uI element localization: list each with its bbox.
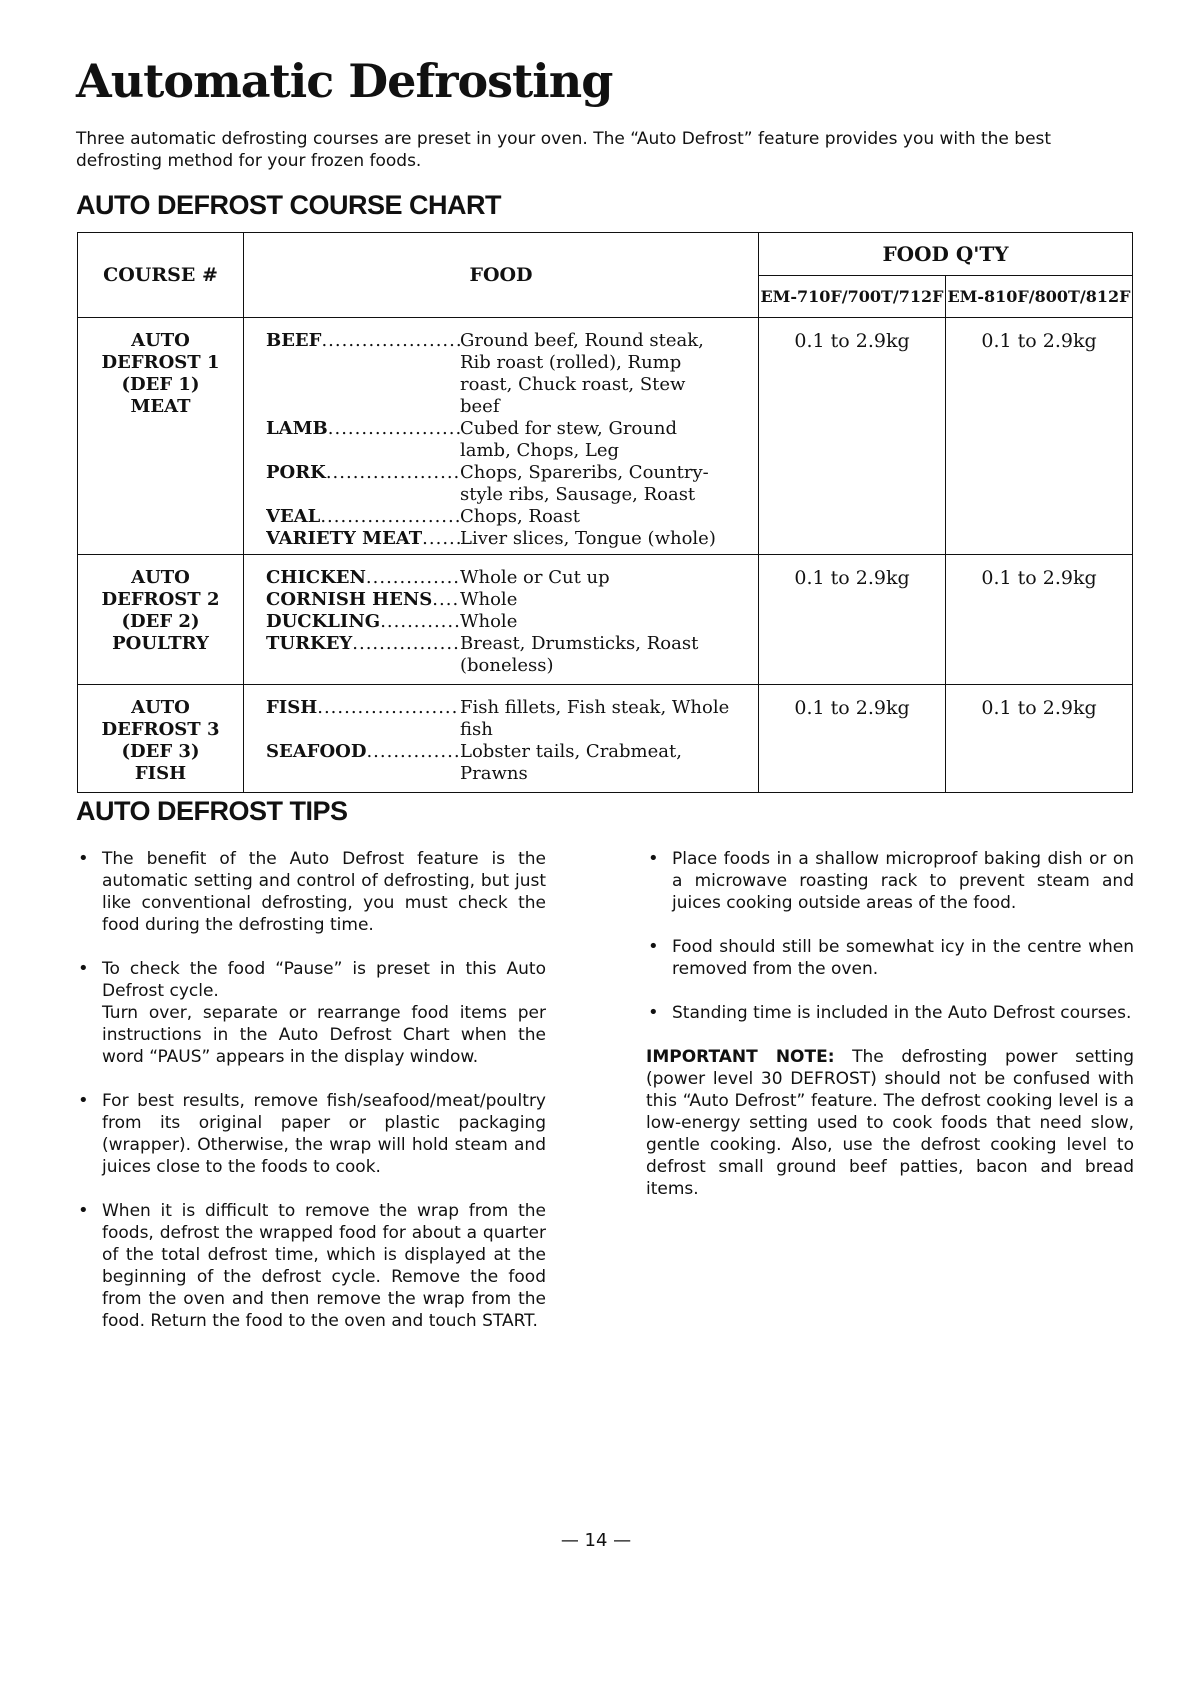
tip-item: • Place foods in a shallow microproof baking dish or on a microwave roasting rack to prevent steam and juices cooking outside areas of the food. xyxy=(646,848,1134,914)
food-desc: Chops, Roast xyxy=(460,506,580,527)
course-cell xyxy=(78,685,244,793)
food-name: DUCKLING xyxy=(266,611,381,632)
food-desc: Liver slices, Tongue (whole) xyxy=(460,528,716,549)
food-name: CHICKEN xyxy=(266,567,366,588)
tip-item-continued xyxy=(76,1002,546,1068)
tips-list-left xyxy=(76,848,546,1354)
important-label: IMPORTANT NOTE: xyxy=(646,1047,835,1067)
qty-model-a: 0.1 to 2.9kg xyxy=(759,555,946,685)
header-model-a: EM-710F/700T/712F xyxy=(759,275,946,318)
food-item xyxy=(266,330,758,418)
food-desc: Breast, Drumsticks, Roast (boneless) xyxy=(460,633,699,676)
food-item xyxy=(266,633,758,677)
page-number: — 14 — xyxy=(560,1530,632,1551)
course-line: AUTO xyxy=(131,697,190,718)
food-item xyxy=(266,462,758,506)
food-item xyxy=(266,418,758,462)
qty-model-a: 0.1 to 2.9kg xyxy=(759,318,946,555)
course-line: POULTRY xyxy=(112,633,209,654)
defrost-course-chart xyxy=(77,232,1133,793)
food-name: FISH xyxy=(266,697,318,718)
table-row xyxy=(78,685,1133,793)
course-cell xyxy=(78,555,244,685)
qty-model-b: 0.1 to 2.9kg xyxy=(946,318,1133,555)
table-row xyxy=(78,318,1133,555)
tip-item: • When it is difficult to remove the wrap from the foods, defrost the wrapped food for about a quarter of the total defrost time, which is displayed at the beginning of the defrost cycle. Remove the food from the oven and then remove the wrap from the food. Return the food to the oven and touch START. xyxy=(76,1200,546,1332)
tips-heading: AUTO DEFROST TIPS xyxy=(76,796,348,826)
food-name: VARIETY MEAT xyxy=(266,528,423,549)
header-model-b: EM-810F/800T/812F xyxy=(946,275,1133,318)
food-cell xyxy=(244,685,759,793)
table-row xyxy=(78,555,1133,685)
tip-item: • The benefit of the Auto Defrost feature is the automatic setting and control of defrosting, but just like conventional defrosting, you must check the food during the defrosting time. xyxy=(76,848,546,936)
course-line: DEFROST 1 xyxy=(101,352,220,373)
tip-item: • Standing time is included in the Auto Defrost courses. xyxy=(646,1002,1134,1024)
food-item xyxy=(266,589,758,611)
tips-list-right xyxy=(646,848,1134,1046)
course-line: (DEF 1) xyxy=(121,374,200,395)
food-desc: Whole xyxy=(460,611,518,632)
food-desc: Chops, Spareribs, Country-style ribs, Sausage, Roast xyxy=(460,462,709,505)
food-name: LAMB xyxy=(266,418,328,439)
food-desc: Fish fillets, Fish steak, Whole fish xyxy=(460,697,730,740)
header-food-qty: FOOD Q'TY xyxy=(759,233,1133,276)
course-line: FISH xyxy=(134,763,187,784)
header-food: FOOD xyxy=(244,233,759,318)
important-text: The defrosting power setting (power level 30 DEFROST) should not be confused with this “Auto Defrost” feature. The defrost cooking level is a low-energy setting used to cook foods that need slow, gentle cooking. Also, use the defrost cooking level to defrost small ground beef patties, bacon and bread items. xyxy=(646,1047,1135,1199)
course-cell xyxy=(78,318,244,555)
chart-heading: AUTO DEFROST COURSE CHART xyxy=(76,190,502,220)
course-line: DEFROST 3 xyxy=(101,719,220,740)
food-desc: Whole xyxy=(460,589,518,610)
food-item xyxy=(266,611,758,633)
tip-item: • Food should still be somewhat icy in the centre when removed from the oven. xyxy=(646,936,1134,980)
header-course: COURSE # xyxy=(78,233,244,318)
course-line: AUTO xyxy=(131,330,190,351)
food-desc: Cubed for stew, Ground lamb, Chops, Leg xyxy=(460,418,677,461)
food-desc: Ground beef, Round steak, Rib roast (rolled), Rump roast, Chuck roast, Stew beef xyxy=(460,330,704,417)
qty-model-b: 0.1 to 2.9kg xyxy=(946,685,1133,793)
course-line: DEFROST 2 xyxy=(101,589,220,610)
course-line: (DEF 2) xyxy=(121,611,200,632)
course-line: AUTO xyxy=(131,567,190,588)
food-name: BEEF xyxy=(266,330,322,351)
tip-continuation: Turn over, separate or rearrange food items per instructions in the Auto Defrost Chart when the word “PAUS” appears in the display window. xyxy=(102,1003,546,1067)
food-name: CORNISH HENS xyxy=(266,589,433,610)
food-cell xyxy=(244,318,759,555)
page-title: Automatic Defrosting xyxy=(76,54,613,108)
food-desc: Whole or Cut up xyxy=(460,567,610,588)
intro-paragraph: Three automatic defrosting courses are preset in your oven. The “Auto Defrost” feature provides you with the best defrosting method for your frozen foods. xyxy=(76,129,1052,171)
food-name: PORK xyxy=(266,462,326,483)
qty-model-a: 0.1 to 2.9kg xyxy=(759,685,946,793)
important-note xyxy=(646,1046,1134,1200)
food-item xyxy=(266,506,758,528)
food-desc: Lobster tails, Crabmeat, Prawns xyxy=(460,741,682,784)
qty-model-b: 0.1 to 2.9kg xyxy=(946,555,1133,685)
food-item xyxy=(266,567,758,589)
food-item xyxy=(266,697,758,741)
tip-item: • For best results, remove fish/seafood/meat/poultry from its original paper or plastic packaging (wrapper). Otherwise, the wrap will hold steam and juices close to the foods to cook. xyxy=(76,1090,546,1178)
food-item xyxy=(266,528,758,550)
course-line: MEAT xyxy=(130,396,191,417)
course-line: (DEF 3) xyxy=(121,741,200,762)
food-name: VEAL xyxy=(266,506,321,527)
food-cell xyxy=(244,555,759,685)
food-name: TURKEY xyxy=(266,633,353,654)
food-item xyxy=(266,741,758,785)
food-name: SEAFOOD xyxy=(266,741,367,762)
tip-item: • To check the food “Pause” is preset in this Auto Defrost cycle. xyxy=(76,958,546,1002)
